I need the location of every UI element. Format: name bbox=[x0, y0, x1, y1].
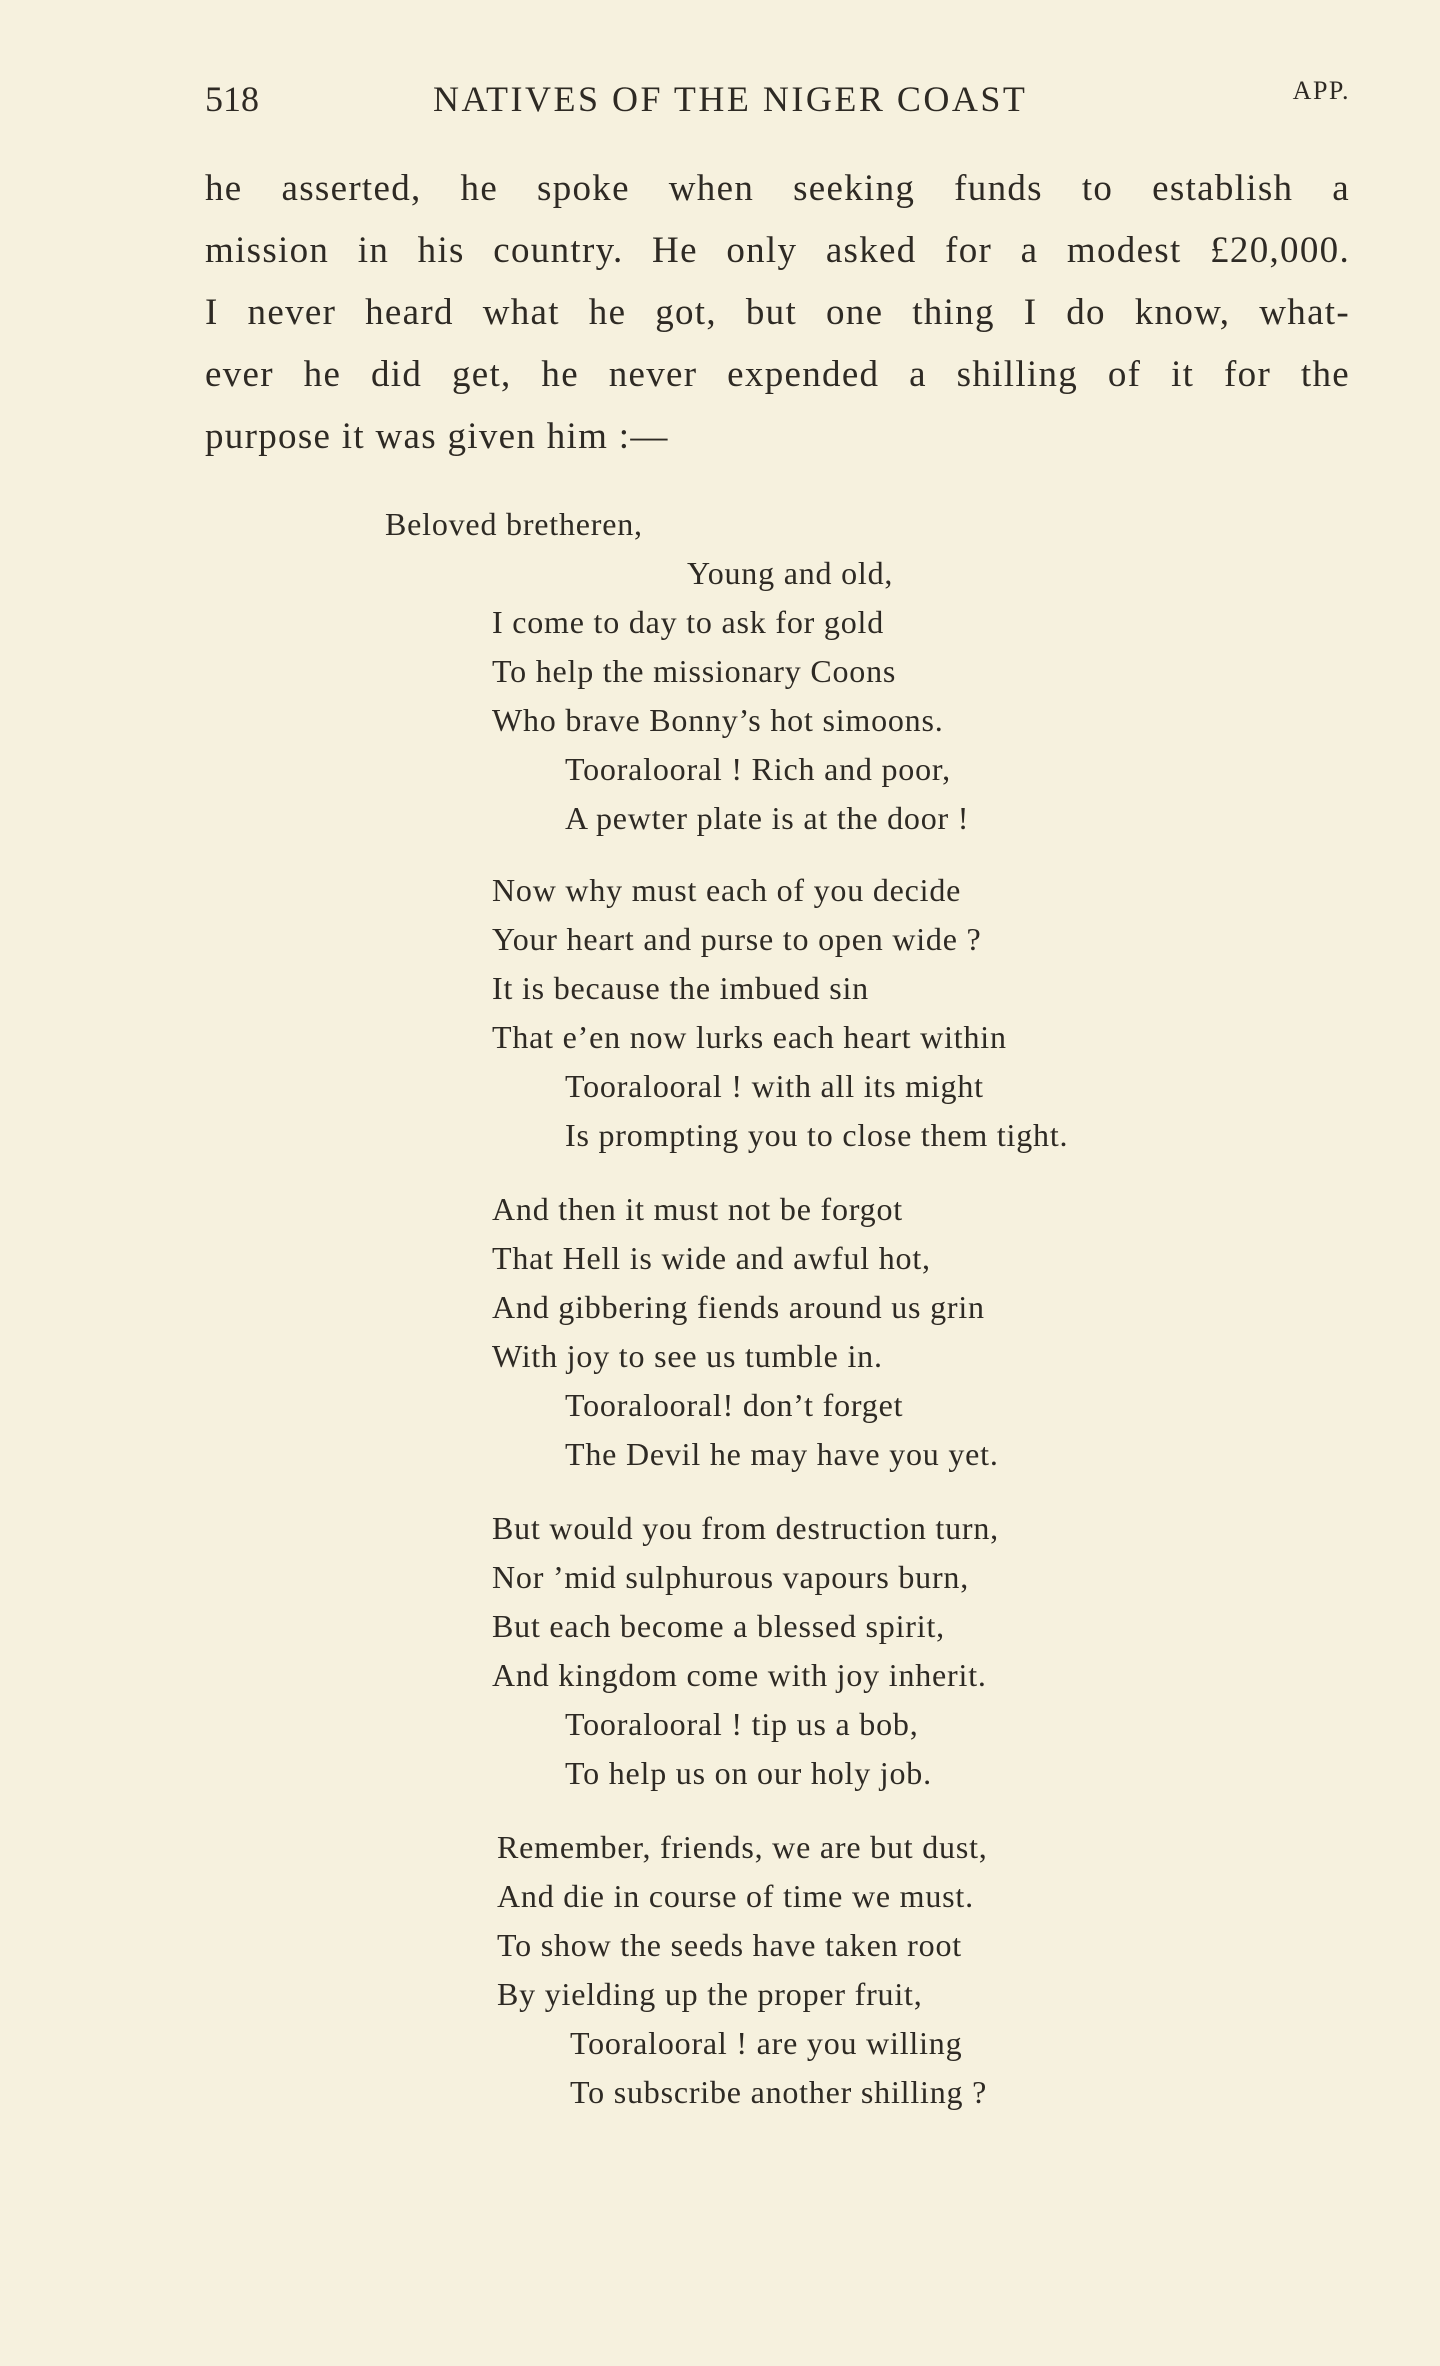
verse-line: And die in course of time we must. bbox=[497, 1878, 974, 1914]
verse-line: That e’en now lurks each heart within bbox=[492, 1019, 1007, 1055]
running-head bbox=[205, 78, 1350, 128]
verse-line: To help the missionary Coons bbox=[492, 653, 897, 689]
verse-line: With joy to see us tumble in. bbox=[492, 1338, 883, 1374]
page-number: 518 bbox=[205, 79, 259, 119]
refrain-line: Is prompting you to close them tight. bbox=[565, 1117, 1069, 1153]
prose-line: I never heard what he got, but one thing I do know, what- bbox=[205, 292, 1350, 333]
verse-line: Your heart and purse to open wide ? bbox=[492, 921, 982, 957]
verse-line: And gibbering fiends around us grin bbox=[492, 1289, 985, 1325]
prose-line: mission in his country. He only asked for a modest £20,000. bbox=[205, 230, 1350, 271]
verse-line: Now why must each of you decide bbox=[492, 872, 962, 908]
poem-salutation: Beloved bretheren, bbox=[385, 506, 643, 542]
poem-salutation-continued: Young and old, bbox=[687, 555, 894, 591]
running-section-label: APP. bbox=[1292, 76, 1350, 105]
verse-line: By yielding up the proper fruit, bbox=[497, 1976, 923, 2012]
verse-line: That Hell is wide and awful hot, bbox=[492, 1240, 931, 1276]
refrain-line: Tooralooral ! tip us a bob, bbox=[565, 1706, 919, 1742]
verse-line: Who brave Bonny’s hot simoons. bbox=[492, 702, 944, 738]
prose-line: purpose it was given him :— bbox=[205, 416, 669, 457]
verse-line: And kingdom come with joy inherit. bbox=[492, 1657, 987, 1693]
refrain-line: Tooralooral ! with all its might bbox=[565, 1068, 984, 1104]
refrain-line: A pewter plate is at the door ! bbox=[565, 800, 970, 836]
verse-line: To show the seeds have taken root bbox=[497, 1927, 962, 1963]
refrain-line: Tooralooral ! Rich and poor, bbox=[565, 751, 951, 787]
running-title: NATIVES OF THE NIGER COAST bbox=[433, 79, 1028, 119]
refrain-line: Tooralooral ! are you willing bbox=[570, 2025, 963, 2061]
refrain-line: Tooralooral! don’t forget bbox=[565, 1387, 904, 1423]
verse-line: Nor ’mid sulphurous vapours burn, bbox=[492, 1559, 970, 1595]
verse-line: And then it must not be forgot bbox=[492, 1191, 903, 1227]
prose-paragraph bbox=[205, 158, 1350, 468]
refrain-line: The Devil he may have you yet. bbox=[565, 1436, 999, 1472]
verse-line: I come to day to ask for gold bbox=[492, 604, 884, 640]
refrain-line: To subscribe another shilling ? bbox=[570, 2074, 988, 2110]
prose-line: he asserted, he spoke when seeking funds to establish a bbox=[205, 168, 1350, 209]
verse-line: But would you from destruction turn, bbox=[492, 1510, 999, 1546]
verse-line: But each become a blessed spirit, bbox=[492, 1608, 945, 1644]
prose-line: ever he did get, he never expended a shilling of it for the bbox=[205, 354, 1350, 395]
verse-line: Remember, friends, we are but dust, bbox=[497, 1829, 988, 1865]
refrain-line: To help us on our holy job. bbox=[565, 1755, 932, 1791]
verse-line: It is because the imbued sin bbox=[492, 970, 869, 1006]
